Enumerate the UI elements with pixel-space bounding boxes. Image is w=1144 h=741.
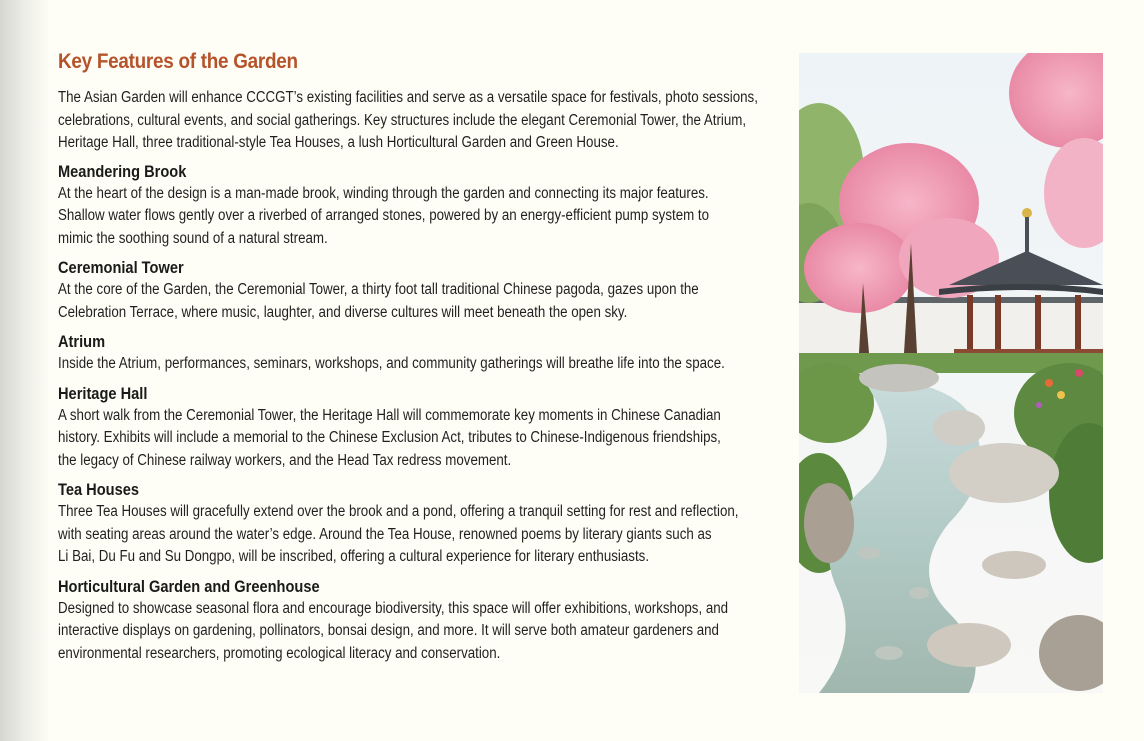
section-heading: Tea Houses <box>58 480 139 499</box>
body-line: Inside the Atrium, performances, seminars, workshops, and community gatherings will breathe life into the space. <box>58 355 725 372</box>
section-body <box>58 598 780 666</box>
body-line: with seating areas around the water’s edge. Around the Tea House, renowned poems by literary giants such as <box>58 525 712 543</box>
section-meandering-brook <box>58 160 780 251</box>
body-line: history. Exhibits will include a memorial to the Chinese Exclusion Act, tributes to Chinese-Indigenous friendships, <box>58 429 721 446</box>
section-atrium <box>58 330 780 376</box>
page-binding-shadow <box>0 0 50 741</box>
intro-line: celebrations, cultural events, and social gatherings. Key structures include the elegant Ceremonial Tower, the Atrium, <box>58 111 747 129</box>
section-heading: Atrium <box>58 332 106 351</box>
body-line: Shallow water flows gently over a riverbed of arranged stones, powered by an energy-efficient pump system to <box>58 207 710 224</box>
intro-line: The Asian Garden will enhance CCCGT’s existing facilities and serve as a versatile space for festivals, photo sessions, <box>58 89 758 106</box>
section-body <box>58 501 780 569</box>
section-tea-houses <box>58 478 780 569</box>
body-line: At the heart of the design is a man-made brook, winding through the garden and connecting its major features. <box>58 184 709 202</box>
body-line: environmental researchers, promoting ecological literacy and conservation. <box>58 644 501 662</box>
text-column <box>58 50 780 671</box>
body-line: Celebration Terrace, where music, laughter, and diverse cultures will meet beneath the open sky. <box>58 303 628 321</box>
body-line: At the core of the Garden, the Ceremonial Tower, a thirty foot tall traditional Chinese pagoda, gazes upon the <box>58 281 699 298</box>
body-line: A short walk from the Ceremonial Tower, the Heritage Hall will commemorate key moments in Chinese Canadian <box>58 406 721 424</box>
garden-rendering-image <box>799 53 1103 693</box>
section-heading: Ceremonial Tower <box>58 258 184 277</box>
section-horticultural-garden <box>58 575 780 666</box>
body-line: mimic the soothing sound of a natural stream. <box>58 229 328 247</box>
section-body <box>58 353 780 376</box>
body-line: interactive displays on gardening, pollinators, bonsai design, and more. It will serve both amateur gardeners and <box>58 622 719 639</box>
intro-paragraph <box>58 87 780 155</box>
section-heading: Meandering Brook <box>58 161 187 181</box>
page-title: Key Features of the Garden <box>58 50 298 73</box>
section-heritage-hall <box>58 382 780 473</box>
section-body <box>58 405 780 473</box>
intro-line: Heritage Hall, three traditional-style Tea Houses, a lush Horticultural Garden and Green House. <box>58 134 619 151</box>
body-line: Li Bai, Du Fu and Su Dongpo, will be inscribed, offering a cultural experience for literary enthusiasts. <box>58 548 650 565</box>
body-line: Three Tea Houses will gracefully extend over the brook and a pond, offering a tranquil setting for rest and reflection, <box>58 503 739 520</box>
section-body <box>58 183 780 251</box>
body-line: the legacy of Chinese railway workers, and the Head Tax redress movement. <box>58 451 512 469</box>
section-ceremonial-tower <box>58 256 780 324</box>
section-heading: Horticultural Garden and Greenhouse <box>58 576 320 596</box>
section-body <box>58 279 780 324</box>
body-line: Designed to showcase seasonal flora and encourage biodiversity, this space will offer exhibitions, workshops, and <box>58 599 729 617</box>
section-heading: Heritage Hall <box>58 383 148 403</box>
